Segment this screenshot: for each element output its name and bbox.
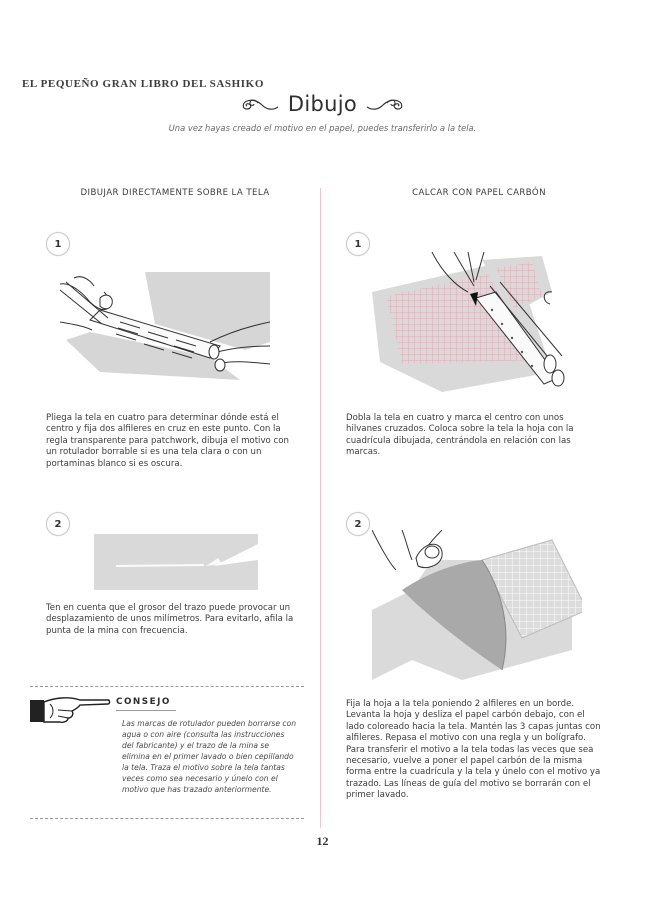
step-text: Fija la hoja a la tela poniendo 2 alfileres en un borde. Levanta la hoja y desliza el papel carbón debajo, con el lado coloreado hacia la tela. Mantén las 3 capas juntas con alfileres. Repasa el motivo con una regla y un bolígrafo. Para transferir el motivo a la tela todas las veces que sea necesario, vuelve a poner el papel carbón de la misma forma entre la cuadrícula y la tela y únelo con el motivo ya trazado. Las líneas de guía del motivo se borrarán con el primer lavado. — [346, 699, 601, 801]
page-subtitle: Una vez hayas creado el motivo en el papel, puedes transferirlo a la tela. — [168, 123, 477, 133]
page-number: 12 — [316, 834, 329, 848]
tip-title: CONSEJO — [116, 697, 171, 707]
pencil-line-illustration — [94, 534, 258, 590]
column-title: DIBUJAR DIRECTAMENTE SOBRE LA TELA — [80, 188, 270, 198]
title-text: Dibujo — [287, 92, 358, 116]
flourish-right-icon — [365, 95, 407, 113]
column-title: CALCAR CON PAPEL CARBÓN — [412, 188, 546, 198]
step-number-badge: 1 — [346, 232, 370, 256]
tip-box — [24, 686, 306, 822]
step-text: Dobla la tela en cuatro y marca el centro con unos hilvanes cruzados. Coloca sobre la tela la hoja con la cuadrícula dibujada, centrándola en relación con las marcas. — [346, 413, 574, 458]
hands-folding-fabric-illustration — [60, 262, 270, 380]
column-divider — [320, 188, 321, 828]
pointing-hand-icon — [28, 692, 112, 726]
tip-bottom-rule — [30, 818, 304, 819]
step-number-badge: 2 — [346, 512, 370, 536]
carbon-paper-lifting-illustration — [372, 530, 582, 680]
step-number-badge: 2 — [46, 512, 70, 536]
step-text: Ten en cuenta que el grosor del trazo puede provocar un desplazamiento de unos milímetros. Para evitarlo, afila la punta de la mina con frecuencia. — [46, 603, 294, 636]
title-block — [0, 92, 645, 117]
flourish-left-icon — [238, 95, 280, 113]
step-number-badge: 1 — [46, 232, 70, 256]
tip-text: Las marcas de rotulador pueden borrarse con agua o con aire (consulta las instrucciones del fabricante) y el trazo de la mina se elimina en el primer lavado o bien cepillando la tela. Traza el motivo sobre la tela tantas veces como sea necesario y únelo con el motivo que has trazado anteriormente. — [122, 719, 297, 794]
page-title — [238, 92, 407, 116]
grid-sheet-placement-illustration — [372, 252, 572, 392]
tip-title-underline — [116, 710, 176, 711]
running-head: EL PEQUEÑO GRAN LIBRO DEL SASHIKO — [22, 78, 264, 90]
tip-top-rule — [30, 686, 304, 687]
step-text: Pliega la tela en cuatro para determinar dónde está el centro y fija dos alfileres en cruz en este punto. Con la regla transparente para patchwork, dibuja el motivo con un rotulador borrable si es una tela clara o con un portaminas blanco si es oscura. — [46, 413, 289, 469]
